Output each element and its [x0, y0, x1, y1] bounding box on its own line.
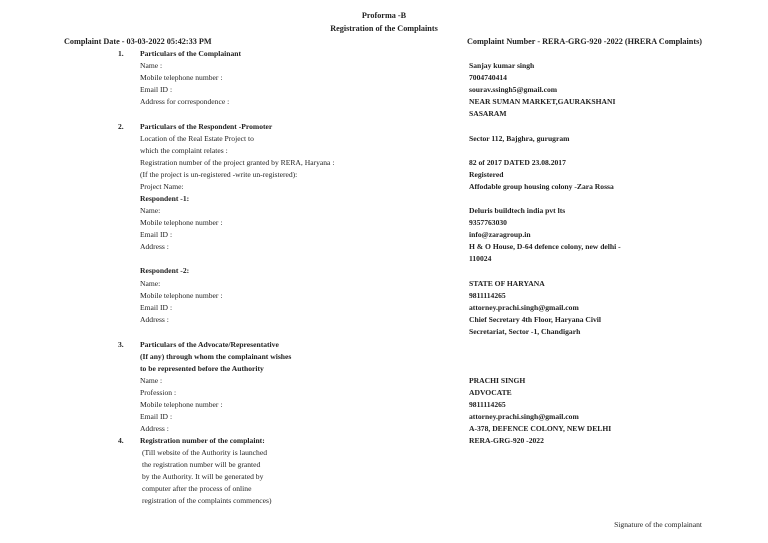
section-4-note-line-3: by the Authority. It will be generated by — [142, 472, 264, 481]
section-3-title-line-3: to be represented before the Authority — [140, 364, 264, 373]
section-4-note-line-1: (Till website of the Authority is launched — [142, 448, 268, 457]
respondent-2-email-label: Email ID : — [140, 303, 173, 312]
advocate-address: A-378, DEFENCE COLONY, NEW DELHI — [469, 424, 612, 433]
complaint-date: Complaint Date - 03-03-2022 05:42:33 PM — [64, 37, 212, 46]
respondent-1-name: Deluris buildtech india pvt lts — [469, 206, 566, 215]
section-3-title-line-2: (If any) through whom the complainant wishes — [140, 352, 292, 361]
complainant-address-line-1: NEAR SUMAN MARKET,GAURAKSHANI — [469, 97, 616, 106]
section-4-note-line-4: computer after the process of online — [142, 484, 252, 493]
respondent-1-mobile-label: Mobile telephone number : — [140, 218, 223, 227]
complainant-name: Sanjay kumar singh — [469, 61, 535, 70]
project-registration-number: 82 of 2017 DATED 23.08.2017 — [469, 158, 566, 167]
complainant-address-line-2: SASARAM — [469, 109, 507, 118]
signature-label: Signature of the complainant — [614, 520, 702, 529]
registration-number-label: Registration number of the project granted by RERA, Haryana : — [140, 158, 335, 167]
proforma-label: Proforma -B — [361, 11, 407, 20]
complainant-address-label: Address for correspondence : — [140, 97, 230, 106]
respondent-2-mobile-label: Mobile telephone number : — [140, 291, 223, 300]
advocate-email: attorney.prachi.singh@gmail.com — [469, 412, 579, 421]
advocate-mobile-label: Mobile telephone number : — [140, 400, 223, 409]
respondent-1-address-label: Address : — [140, 242, 169, 251]
registration-status: Registered — [469, 170, 504, 179]
section-2-title: Particulars of the Respondent -Promoter — [140, 122, 273, 131]
respondent-2-mobile: 9811114265 — [469, 291, 506, 300]
project-name: Affodable group housing colony -Zara Rossa — [469, 182, 614, 191]
complainant-email-label: Email ID : — [140, 85, 173, 94]
section-1-number: 1. — [118, 49, 124, 58]
respondent-2-name: STATE OF HARYANA — [469, 279, 545, 288]
advocate-address-label: Address : — [140, 424, 169, 433]
respondent-1-email: info@zaragroup.in — [469, 230, 531, 239]
respondent-2-address-line-1: Chief Secretary 4th Floor, Haryana Civil — [469, 315, 602, 324]
section-4-note-line-2: the registration number will be granted — [142, 460, 261, 469]
complainant-email: sourav.ssingh5@gmail.com — [469, 85, 558, 94]
section-4-title: Registration number of the complaint: — [140, 436, 265, 445]
respondent-2-address-line-2: Secretariat, Sector -1, Chandigarh — [469, 327, 581, 336]
respondent-2-title: Respondent -2: — [140, 266, 190, 275]
advocate-mobile: 9811114265 — [469, 400, 506, 409]
complainant-mobile: 7004740414 — [469, 73, 507, 82]
section-3-number: 3. — [118, 340, 124, 349]
respondent-1-title: Respondent -1: — [140, 194, 190, 203]
respondent-2-address-label: Address : — [140, 315, 169, 324]
respondent-1-email-label: Email ID : — [140, 230, 173, 239]
project-location-label-line-2: which the complaint relates : — [140, 146, 228, 155]
project-name-label: Project Name: — [140, 182, 184, 191]
respondent-2-email: attorney.prachi.singh@gmail.com — [469, 303, 579, 312]
section-3-title-line-1: Particulars of the Advocate/Representative — [140, 340, 279, 349]
complaint-registration-number: RERA-GRG-920 -2022 — [469, 436, 544, 445]
advocate-profession-label: Profession : — [140, 388, 177, 397]
respondent-1-mobile: 9357763030 — [469, 218, 507, 227]
section-1-title: Particulars of the Complainant — [140, 49, 242, 58]
section-2-number: 2. — [118, 122, 124, 131]
advocate-profession: ADVOCATE — [469, 388, 512, 397]
project-location-label-line-1: Location of the Real Estate Project to — [140, 134, 254, 143]
respondent-1-name-label: Name: — [140, 206, 161, 215]
respondent-2-name-label: Name: — [140, 279, 161, 288]
document-title: Registration of the Complaints — [330, 24, 438, 33]
advocate-name: PRACHI SINGH — [469, 376, 526, 385]
project-location: Sector 112, Bajghra, gurugram — [469, 134, 570, 143]
advocate-name-label: Name : — [140, 376, 163, 385]
complainant-name-label: Name : — [140, 61, 163, 70]
section-4-number: 4. — [118, 436, 124, 445]
unregistered-note: (If the project is un-registered -write un-registered): — [140, 170, 298, 179]
respondent-1-address-line-1: H & O House, D-64 defence colony, new delhi - — [469, 242, 621, 251]
respondent-1-address-line-2: 110024 — [469, 254, 492, 263]
section-4-note-line-5: registration of the complaints commences) — [142, 496, 272, 505]
complainant-mobile-label: Mobile telephone number : — [140, 73, 223, 82]
complaint-number: Complaint Number - RERA-GRG-920 -2022 (HRERA Complaints) — [466, 37, 702, 46]
advocate-email-label: Email ID : — [140, 412, 173, 421]
